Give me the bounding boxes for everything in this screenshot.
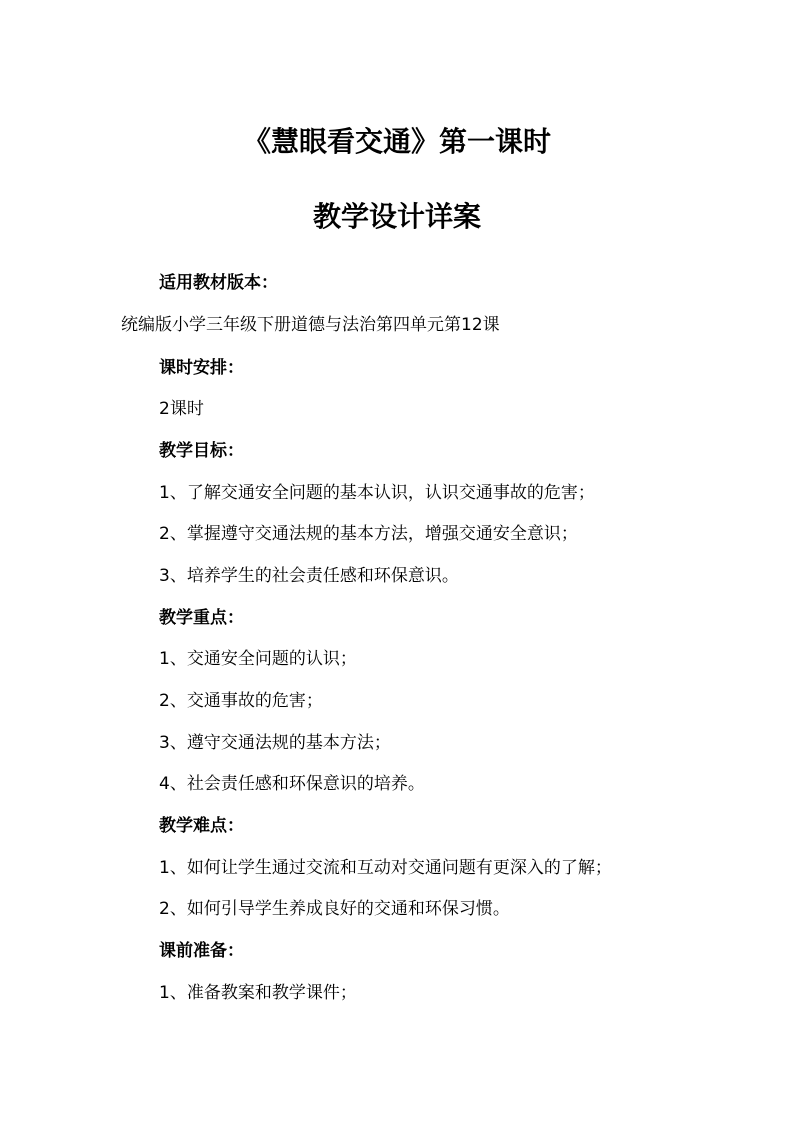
difficulties-heading: 教学难点： bbox=[159, 816, 244, 836]
preparation-heading: 课前准备： bbox=[159, 941, 244, 961]
schedule-content: 2课时 bbox=[159, 399, 204, 419]
document-title: 《慧眼看交通》第一课时 bbox=[242, 125, 551, 158]
objective-item: 2、掌握遵守交通法规的基本方法，增强交通安全意识； bbox=[159, 524, 578, 544]
difficulty-item: 2、如何引导学生养成良好的交通和环保习惯。 bbox=[159, 899, 510, 919]
textbook-content: 统编版小学三年级下册道德与法治第四单元第12课 bbox=[121, 315, 500, 335]
key-point-item: 4、社会责任感和环保意识的培养。 bbox=[159, 774, 425, 794]
difficulty-item: 1、如何让学生通过交流和互动对交通问题有更深入的了解； bbox=[159, 858, 612, 878]
key-point-item: 2、交通事故的危害； bbox=[159, 691, 323, 711]
schedule-heading: 课时安排： bbox=[159, 358, 244, 378]
preparation-item: 1、准备教案和教学课件； bbox=[159, 983, 357, 1003]
textbook-heading: 适用教材版本： bbox=[159, 273, 278, 293]
key-points-heading: 教学重点： bbox=[159, 608, 244, 628]
objectives-heading: 教学目标： bbox=[159, 441, 244, 461]
document-subtitle: 教学设计详案 bbox=[312, 200, 481, 233]
objective-item: 3、培养学生的社会责任感和环保意识。 bbox=[159, 566, 459, 586]
objective-item: 1、了解交通安全问题的基本认识，认识交通事故的危害； bbox=[159, 483, 595, 503]
key-point-item: 3、遵守交通法规的基本方法； bbox=[159, 733, 391, 753]
key-point-item: 1、交通安全问题的认识； bbox=[159, 649, 357, 669]
